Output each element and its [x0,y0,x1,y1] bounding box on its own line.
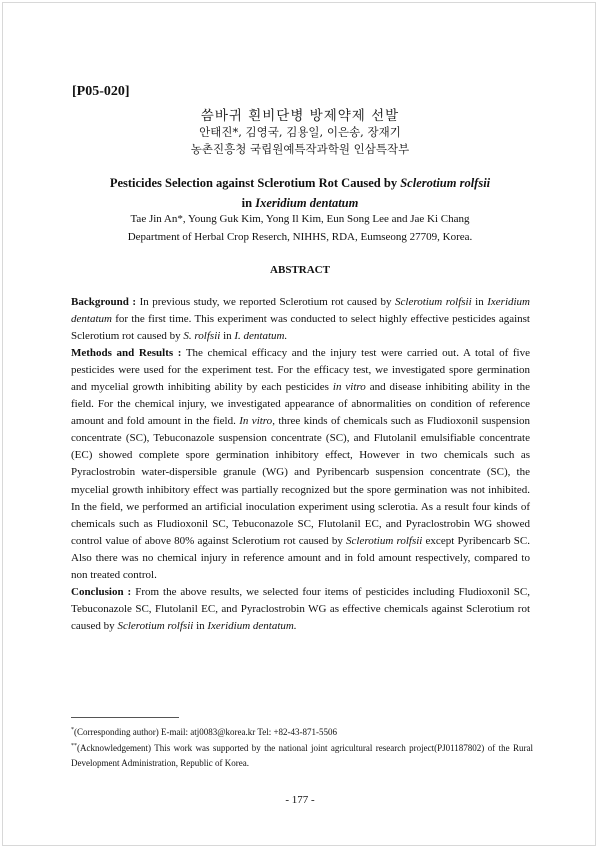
korean-affiliation: 농촌진흥청 국립원예특작과학원 인삼특작부 [190,142,410,156]
species-name: Ixeridium dentatum [71,296,530,326]
species-name: I. dentatum. [234,330,288,343]
title-line1-italic: Sclerotium rolfsii [400,176,491,190]
text-run: in [193,619,208,632]
korean-authors: 안태진*, 김영국, 김용일, 이은송, 장재기 [199,125,401,139]
text-run: In previous study, we reported Sclerotium rot caused by [136,296,395,308]
text-run: in [471,296,488,308]
text-run: and disease inhibiting ability in the field. For the chemical injury, we investigated appearance of abnormalities on condition of reference amount and fold amount in the field. [71,381,530,428]
species-name: Sclerotium rolfsii [117,619,194,632]
footnote-corresponding [71,723,533,740]
background-label: Background : [71,296,137,308]
footnote-mark: ** [71,743,77,749]
abstract-body [71,294,530,635]
footnote-text: (Acknowledgement) This work was supported by the national joint agricultural research project(PJ01187802) of the Rural Development Administration, Republic of Korea. [71,743,533,768]
english-title [60,173,540,213]
title-line2-italic: Ixeridium dentatum [255,196,359,210]
abstract-heading: ABSTRACT [270,264,330,276]
conclusion-paragraph [71,584,530,635]
english-affiliation: Department of Herbal Crop Reserch, NIHHS, RDA, Eumseong 27709, Korea. [127,231,473,243]
methods-paragraph [71,345,530,584]
poster-code: [P05-020] [72,84,130,99]
text-run: From the above results, we selected four items of pesticides including Fludioxonil SC, Tebuconazole SC, Flutolanil EC, and Pyraclostrobin WG as effective chemicals against Sclerotium rot caused by [71,585,530,632]
page-number: - 177 - [285,794,315,806]
italic-term: in vitro [332,381,366,394]
footnote-divider [71,717,179,718]
text-run: in [220,330,235,343]
text-run: for the first time. This experiment was conducted to select highly effective pesticides against Sclerotium rot caused by [71,313,530,343]
text-run: , three kinds of chemicals such as Fludioxonil suspension concentrate (SC), Tebuconazole suspension concentrate (SC), and Flutolanil emulsifiable concentrate (EC) showed complete spore germination inhibitory effect, However in two chemicals such as Pyraclostrobin water-dispersible granule (WG) and Pyribencarb suspension concentrate (SC), the mycelial growth inhibitory effect was partially recognized but the spore germination was not inhibited. In the field, we performed an artificial inoculation experiment using sclerotia. As a result four kinds of chemicals such as Fludioxonil SC, Tebuconazole SC, Flutolanil EC, and Pyraclostrobin WG showed control value of above 80% against Sclerotium rot caused by [71,415,530,547]
korean-title: 씀바귀 흰비단병 방제약제 선발 [200,108,400,124]
conclusion-label: Conclusion : [71,585,132,598]
species-name: Sclerotium rolfsii [395,296,472,308]
title-line1-plain: Pesticides Selection against Sclerotium Rot Caused by [109,176,401,190]
footnote-text: (Corresponding author) E-mail: atj0083@korea.kr Tel: +82-43-871-5506 [74,727,338,737]
species-name: Ixeridium dentatum. [207,619,297,632]
title-line2-plain: in [241,196,256,210]
footnote-mark: * [71,727,74,733]
species-name: Sclerotium rolfsii [346,534,423,547]
background-paragraph [71,294,530,345]
species-name: S. rolfsii [183,330,221,343]
methods-label: Methods and Results : [71,347,182,360]
text-run: The chemical efficacy and the injury test were carried out. A total of five pesticides were used for the experiment test. For the efficacy test, we investigated spore germination and mycelial growth inhibiting ability by each pesticides [71,347,530,394]
english-authors: Tae Jin An*, Young Guk Kim, Yong Il Kim, Eun Song Lee and Jae Ki Chang [130,213,470,225]
italic-term: In vitro [239,415,273,428]
footnote-acknowledgement [71,739,533,771]
text-run: except Pyribencarb SC. Also there was no chemical injury in reference amount and in fold amount respectively, compared to non treated control. [71,534,530,581]
